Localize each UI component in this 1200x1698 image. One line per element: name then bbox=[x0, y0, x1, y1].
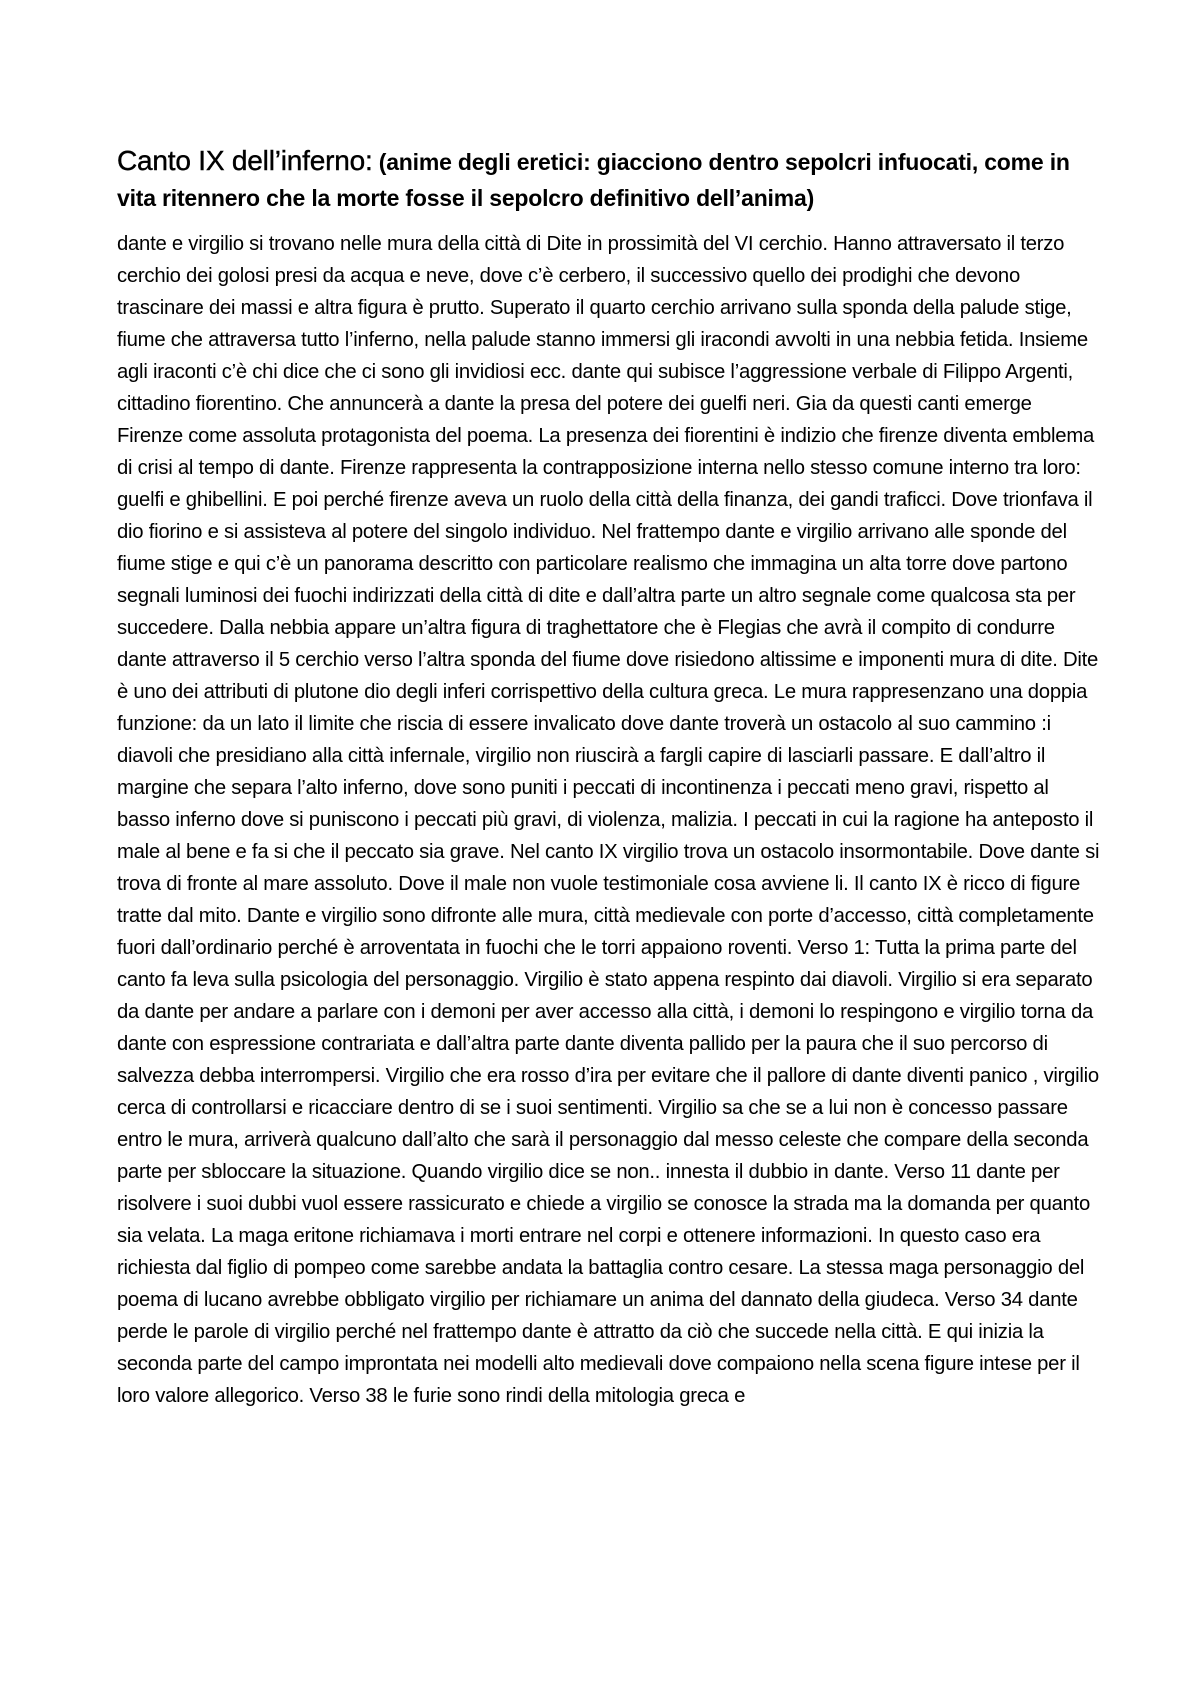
document-heading bbox=[117, 143, 1102, 216]
body-paragraph: dante e virgilio si trovano nelle mura della città di Dite in prossimità del VI cerchio. Hanno attraversato il terzo cerchio dei golosi presi da acqua e neve, dove c’è cerbero, il successivo quello dei prodighi che devono trascinare dei massi e altra figura è prutto. Superato il quarto cerchio arrivano sulla sponda della palude stige, fiume che attraversa tutto l’inferno, nella palude stanno immersi gli iracondi avvolti in una nebbia fetida. Insieme agli iraconti c’è chi dice che ci sono gli invidiosi ecc. dante qui subisce l’aggressione verbale di Filippo Argenti, cittadino fiorentino. Che annuncerà a dante la presa del potere dei guelfi neri. Gia da questi canti emerge Firenze come assoluta protagonista del poema. La presenza dei fiorentini è indizio che firenze diventa emblema di crisi al tempo di dante. Firenze rappresenta la contrapposizione interna nello stesso comune interno tra loro: guelfi e ghibellini. E poi perché firenze aveva un ruolo della città della finanza, dei gandi traficci. Dove trionfava il dio fiorino e si assisteva al potere del singolo individuo. Nel frattempo dante e virgilio arrivano alle sponde del fiume stige e qui c’è un panorama descritto con particolare realismo che immagina un alta torre dove partono segnali luminosi dei fuochi indirizzati della città di dite e dall’altra parte un altro segnale come qualcosa sta per succedere. Dalla nebbia appare un’altra figura di traghettatore che è Flegias che avrà il compito di condurre dante attraverso il 5 cerchio verso l’altra sponda del fiume dove risiedono altissime e imponenti mura di dite. Dite è uno dei attributi di plutone dio degli inferi corrispettivo della cultura greca. Le mura rappresenzano una doppia funzione: da un lato il limite che riscia di essere invalicato dove dante troverà un ostacolo al suo cammino :i diavoli che presidiano alla città infernale, virgilio non riuscirà a fargli capire di lasciarli passare. E dall’altro il margine che separa l’alto inferno, dove sono puniti i peccati di incontinenza i peccati meno gravi, rispetto al basso inferno dove si puniscono i peccati più gravi, di violenza, malizia. I peccati in cui la ragione ha anteposto il male al bene e fa si che il peccato sia grave. Nel canto IX virgilio trova un ostacolo insormontabile. Dove dante si trova di fronte al mare assoluto. Dove il male non vuole testimoniale cosa avviene li. Il canto IX è ricco di figure tratte dal mito. Dante e virgilio sono difronte alle mura, città medievale con porte d’accesso, città completamente fuori dall’ordinario perché è arroventata in fuochi che le torri appaiono roventi. Verso 1: Tutta la prima parte del canto fa leva sulla psicologia del personaggio. Virgilio è stato appena respinto dai diavoli. Virgilio si era separato da dante per andare a parlare con i demoni per aver accesso alla città, i demoni lo respingono e virgilio torna da dante con espressione contrariata e dall’altra parte dante diventa pallido per la paura che il suo percorso di salvezza debba interrompersi. Virgilio che era rosso d’ira per evitare che il pallore di dante diventi panico , virgilio cerca di controllarsi e ricacciare dentro di se i suoi sentimenti. Virgilio sa che se a lui non è concesso passare entro le mura, arriverà qualcuno dall’alto che sarà il personaggio dal messo celeste che compare della seconda parte per sbloccare la situazione. Quando virgilio dice se non.. innesta il dubbio in dante. Verso 11 dante per risolvere i suoi dubbi vuol essere rassicurato e chiede a virgilio se conosce la strada ma la domanda per quanto sia velata. La maga eritone richiamava i morti entrare nel corpi e ottenere informazioni. In questo caso era richiesta dal figlio di pompeo come sarebbe andata la battaglia contro cesare. La stessa maga personaggio del poema di lucano avrebbe obbligato virgilio per richiamare un anima del dannato della giudeca. Verso 34 dante perde le parole di virgilio perché nel frattempo dante è attratto da ciò che succede nella città. E qui inizia la seconda parte del campo improntata nei modelli alto medievali dove compaiono nella scena figure intese per il loro valore allegorico. Verso 38 le furie sono rindi della mitologia greca e bbox=[117, 233, 1100, 1407]
document-page bbox=[117, 143, 1102, 1412]
heading-note: (anime degli eretici: giacciono dentro sepolcri infuocati, come in vita ritennero che la morte fosse il sepolcro definitivo dell’anima) bbox=[117, 149, 1070, 211]
heading-title: Canto IX dell’inferno: bbox=[117, 145, 373, 176]
